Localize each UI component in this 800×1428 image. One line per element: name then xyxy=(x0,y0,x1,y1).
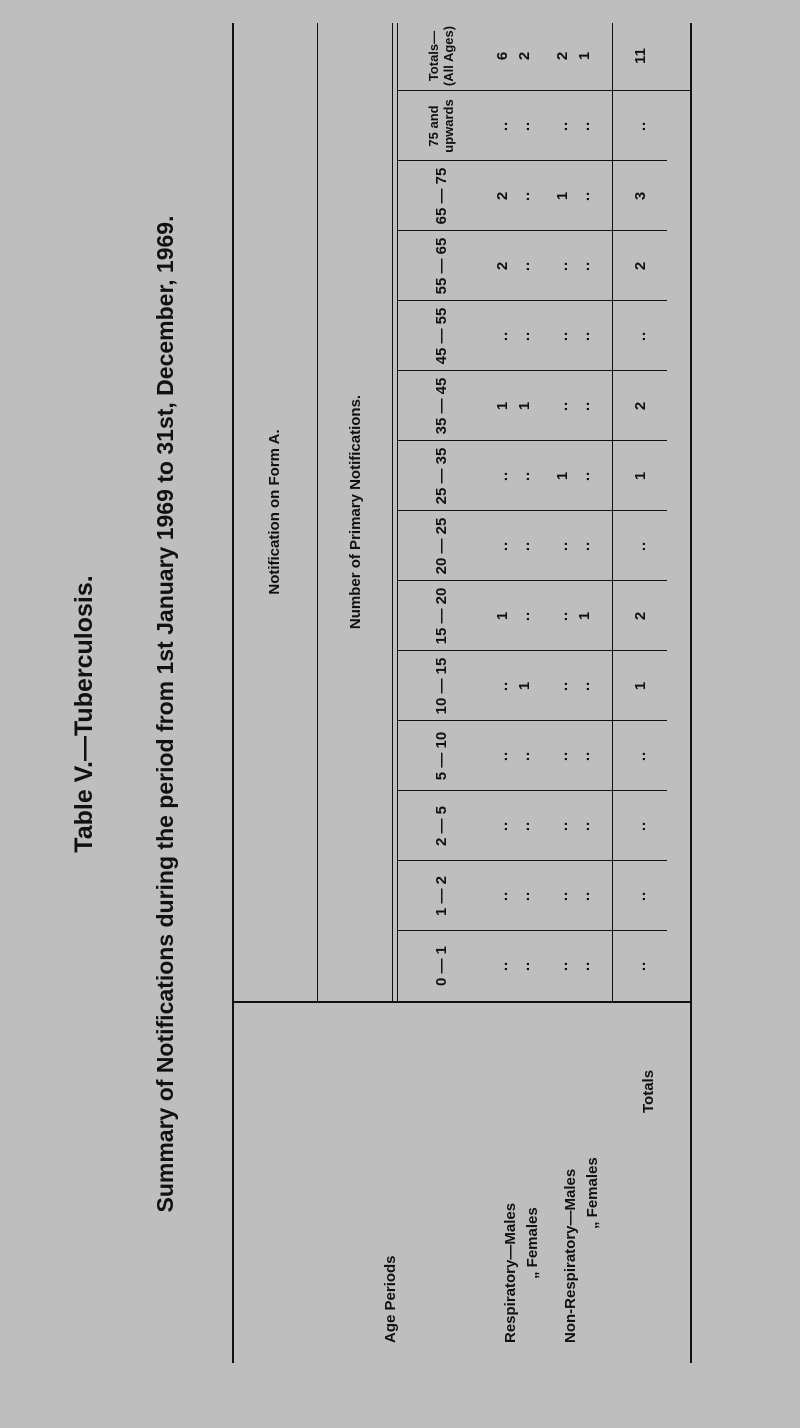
table-cell: .. xyxy=(554,680,572,692)
table-cell: .. xyxy=(516,470,534,482)
table-cell: .. xyxy=(632,120,650,132)
table-cell: .. xyxy=(632,890,650,902)
table-cell: 2 xyxy=(494,191,512,201)
table-cell: .. xyxy=(554,820,572,832)
table-cell: .. xyxy=(494,820,512,832)
table-cell: 2 xyxy=(632,401,650,411)
table-cell: 1 xyxy=(632,681,650,691)
age-column-header: 25 — 35 xyxy=(432,447,450,505)
table-cell: 3 xyxy=(632,191,650,201)
age-column-header: 2 — 5 xyxy=(432,805,450,847)
age-column-header: 5 — 10 xyxy=(432,731,450,781)
totals-rule xyxy=(612,23,613,1003)
table-cell: 1 xyxy=(494,611,512,621)
table-cell: 1 xyxy=(516,401,534,411)
table-cell: .. xyxy=(576,960,594,972)
table-cell: 2 xyxy=(632,261,650,271)
table-cell: .. xyxy=(632,960,650,972)
table-cell: .. xyxy=(494,120,512,132)
table-cell: 6 xyxy=(494,51,512,61)
table-cell: 2 xyxy=(632,611,650,621)
table-cell: 1 xyxy=(554,191,572,201)
age-column-header: 55 — 65 xyxy=(432,237,450,295)
table-title: Summary of Notifications during the period from 1st January 1969 to 31st, December, 1969. xyxy=(152,215,178,1213)
table-cell: .. xyxy=(576,680,594,692)
table-cell: .. xyxy=(494,890,512,902)
table-cell: .. xyxy=(632,540,650,552)
table-cell: .. xyxy=(494,680,512,692)
table-cell: .. xyxy=(494,470,512,482)
table-cell: .. xyxy=(554,960,572,972)
row-label-resp-females: „ Females xyxy=(524,1207,541,1279)
sub-header: Number of Primary Notifications. xyxy=(346,394,364,630)
table-cell: .. xyxy=(516,820,534,832)
age-column-header: 65 — 75 xyxy=(432,167,450,225)
row-label-totals: Totals xyxy=(640,1069,657,1113)
table-cell: .. xyxy=(554,890,572,902)
table-cell: .. xyxy=(516,260,534,272)
table-cell: .. xyxy=(554,400,572,412)
table-cell: .. xyxy=(576,750,594,762)
table-cell: 2 xyxy=(494,261,512,271)
table-cell: .. xyxy=(516,960,534,972)
table-cell: .. xyxy=(554,750,572,762)
table-cell: .. xyxy=(494,750,512,762)
table-cell: .. xyxy=(576,190,594,202)
table-cell: .. xyxy=(576,400,594,412)
age-column-header: 35 — 45 xyxy=(432,377,450,435)
table-cell: 2 xyxy=(516,51,534,61)
table-cell: .. xyxy=(576,330,594,342)
age-periods-label: Age Periods xyxy=(382,1255,399,1343)
table-cell: .. xyxy=(516,890,534,902)
table-cell: 1 xyxy=(576,51,594,61)
table-cell: 1 xyxy=(494,401,512,411)
age-column-header: Totals— (All Ages) xyxy=(426,25,456,87)
notifications-table xyxy=(232,23,692,1363)
stub-divider xyxy=(232,1001,692,1003)
table-cell: .. xyxy=(576,820,594,832)
table-cell: .. xyxy=(632,750,650,762)
table-cell: .. xyxy=(494,960,512,972)
age-column-header: 10 — 15 xyxy=(432,657,450,715)
group-header: Notification on Form A. xyxy=(266,429,283,595)
table-cell: .. xyxy=(554,540,572,552)
age-column-header: 75 and upwards xyxy=(426,99,456,153)
table-cell: .. xyxy=(554,610,572,622)
table-cell: 2 xyxy=(554,51,572,61)
table-cell: .. xyxy=(494,330,512,342)
table-cell: .. xyxy=(554,260,572,272)
table-cell: .. xyxy=(494,540,512,552)
table-cell: .. xyxy=(554,120,572,132)
age-column-header: 1 — 2 xyxy=(432,875,450,917)
table-cell: .. xyxy=(632,820,650,832)
row-label-nonresp-females: „ Females xyxy=(584,1157,601,1229)
table-cell: 1 xyxy=(554,471,572,481)
table-label: Table V.—Tuberculosis. xyxy=(70,575,98,853)
table-cell: .. xyxy=(632,330,650,342)
table-cell: .. xyxy=(516,540,534,552)
table-bottom-border xyxy=(690,23,692,1363)
table-cell: .. xyxy=(516,330,534,342)
table-cell: .. xyxy=(576,470,594,482)
row-label-nonresp-males: Non-Respiratory—Males xyxy=(562,1168,579,1343)
age-column-header: 0 — 1 xyxy=(432,945,450,987)
table-cell: .. xyxy=(576,260,594,272)
table-cell: 1 xyxy=(516,681,534,691)
table-cell: .. xyxy=(554,330,572,342)
table-cell: .. xyxy=(576,540,594,552)
age-column-header: 45 — 55 xyxy=(432,307,450,365)
table-cell: .. xyxy=(576,890,594,902)
table-cell: .. xyxy=(516,190,534,202)
table-cell: 1 xyxy=(632,471,650,481)
table-cell: .. xyxy=(516,120,534,132)
table-cell: .. xyxy=(516,750,534,762)
table-cell: .. xyxy=(516,610,534,622)
row-label-resp-males: Respiratory—Males xyxy=(502,1202,519,1343)
age-column-header: 15 — 20 xyxy=(432,587,450,645)
table-cell: 11 xyxy=(632,48,650,64)
age-column-header: 20 — 25 xyxy=(432,517,450,575)
table-cell: .. xyxy=(576,120,594,132)
table-cell: 1 xyxy=(576,611,594,621)
header-rule xyxy=(392,23,393,1003)
